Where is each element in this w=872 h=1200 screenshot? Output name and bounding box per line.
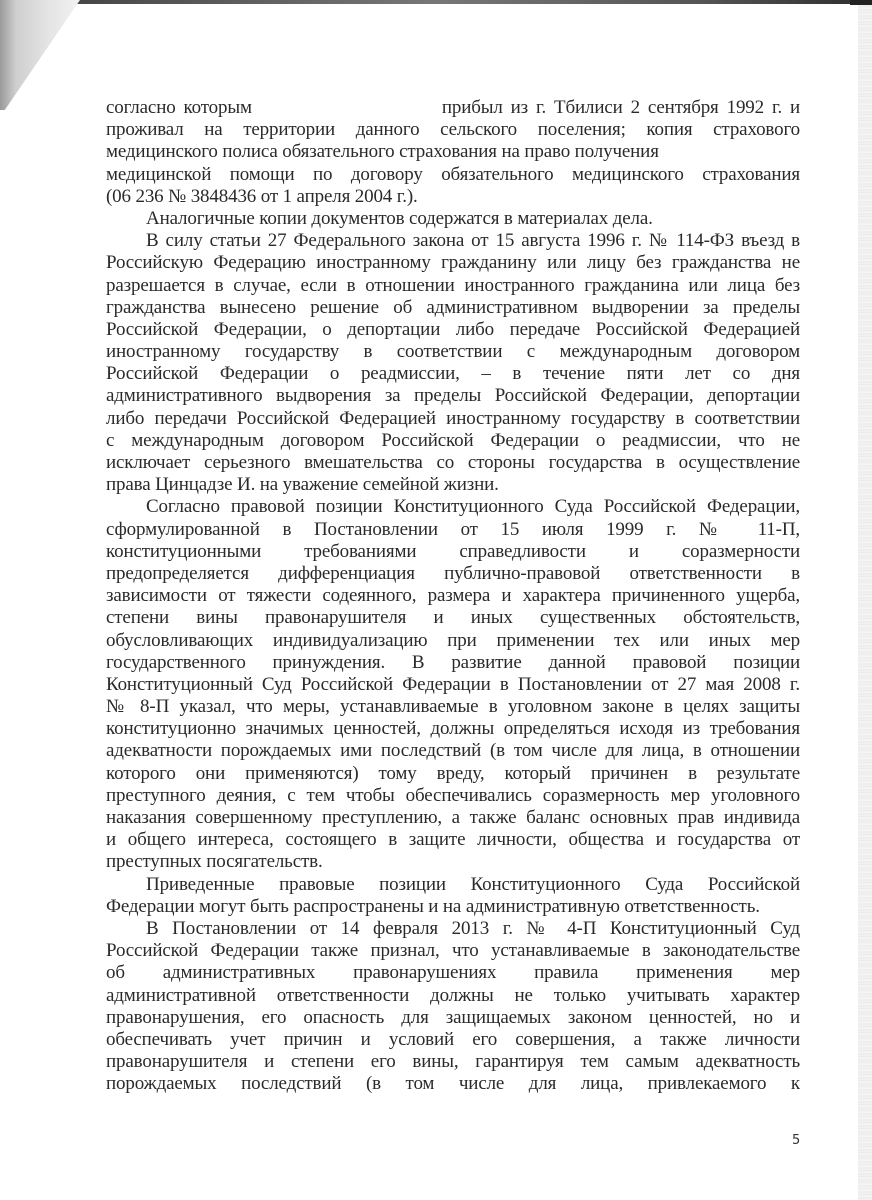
paragraph-start: В силу статьи 27 Федерального закона от 15 августа 1996 г. № 114-ФЗ въезд в <box>146 230 800 252</box>
paragraph-start: Приведенные правовые позиции Конституционного Суда Российской <box>146 873 800 895</box>
text-segment: согласно которым <box>106 97 252 118</box>
text-line: преступного деяния, с тем чтобы обеспечивались соразмерность мер уголовного <box>106 784 800 806</box>
document-page <box>106 97 800 1095</box>
scan-edge-corner-right <box>850 0 872 5</box>
text-line: предопределяется дифференциация публично-правовой ответственности в <box>106 562 800 584</box>
text-line: исключает серьезного вмешательства со стороны государства в осуществление <box>106 452 800 473</box>
text-line: государственного принуждения. В развитие данной правовой позиции <box>106 651 800 673</box>
text-line: № 8-П указал, что меры, устанавливаемые в уголовном законе в целях защиты <box>106 696 800 718</box>
text-line: адекватности порождаемых ими последствий (в том числе для лица, в отношении <box>106 740 800 762</box>
text-line <box>106 141 800 163</box>
text-line: обеспечивать учет причин и условий его совершения, а также личности <box>106 1028 800 1050</box>
text-line: которого они применяются) тому вреду, который причинен в результате <box>106 762 800 784</box>
scan-shadow-corner <box>0 0 80 110</box>
text-line: либо передачи Российской Федерацией иностранному государству в соответствии <box>106 407 800 429</box>
text-line: Федерации могут быть распространены и на административную ответственность. <box>106 895 760 917</box>
text-line: Конституционный Суд Российской Федерации в Постановлении от 27 мая 2008 г. <box>106 673 800 695</box>
text-line: и общего интереса, состоящего в защите личности, общества и государства от <box>106 829 800 851</box>
page-number: 5 <box>792 1133 801 1148</box>
text-line: медицинской помощи по договору обязательного медицинского страхования <box>106 163 800 185</box>
text-line <box>106 97 800 119</box>
text-line: преступных посягательств. <box>106 851 323 873</box>
text-segment: прибыл из г. Тбилиси 2 сентября 1992 г. и <box>441 97 800 118</box>
text-line: административной ответственности должны не только учитывать характер <box>106 984 800 1006</box>
text-line: обусловливающих индивидуализацию при применении тех или иных мер <box>106 629 800 651</box>
text-line: сформулированной в Постановлении от 15 июля 1999 г. № 11-П, <box>106 518 800 540</box>
text-line: (06 236 № 3848436 от 1 апреля 2004 г.). <box>106 185 418 207</box>
text-line: правонарушения, его опасность для защищаемых законом ценностей, но и <box>106 1006 800 1028</box>
text-line: Российской Федерации, о депортации либо передаче Российской Федерацией <box>106 318 800 340</box>
text-line: гражданства вынесено решение об административном выдворении за пределы <box>106 296 800 318</box>
text-line: зависимости от тяжести содеянного, размера и характера причиненного ущерба, <box>106 585 800 607</box>
paragraph-start: Согласно правовой позиции Конституционного Суда Российской Федерации, <box>146 496 800 518</box>
text-line: порождаемых последствий (в том числе для лица, привлекаемого к <box>106 1073 800 1095</box>
text-line: права Цинцадзе И. на уважение семейной жизни. <box>106 474 499 496</box>
text-line: проживал на территории данного сельского поселения; копия страхового <box>106 119 800 141</box>
text-line: конституционно значимых ценностей, должны определяться исходя из требования <box>106 718 800 740</box>
text-line: правонарушителя и степени его вины, гарантируя тем самым адекватность <box>106 1051 800 1073</box>
text-line: об административных правонарушениях правила применения мер <box>106 962 800 984</box>
text-line: конституционными требованиями справедливости и соразмерности <box>106 540 800 562</box>
text-segment: медицинского полиса обязательного страхования на право получения <box>106 141 659 163</box>
text-line: Российскую Федерацию иностранному гражданину или лицу без гражданства не <box>106 252 800 274</box>
text-line: с международным договором Российской Федерации о реадмиссии, что не <box>106 429 800 451</box>
scan-edge-top <box>0 0 872 4</box>
text-line: наказания совершенному преступлению, а также баланс основных прав индивида <box>106 807 800 828</box>
text-line: Российской Федерации о реадмиссии, – в течение пяти лет со дня <box>106 363 800 385</box>
text-line: Российской Федерации также признал, что устанавливаемые в законодательстве <box>106 940 800 962</box>
text-line: степени вины правонарушителя и иных существенных обстоятельств, <box>106 607 800 629</box>
text-line: иностранному государству в соответствии с международным договором <box>106 341 800 363</box>
text-line: разрешается в случае, если в отношении иностранного гражданина или лица без <box>106 274 800 296</box>
paragraph-start: В Постановлении от 14 февраля 2013 г. № 4-П Конституционный Суд <box>146 917 800 939</box>
scan-edge-right <box>858 0 872 1200</box>
text-line: административного выдворения за пределы Российской Федерации, депортации <box>106 385 800 407</box>
paragraph-start: Аналогичные копии документов содержатся в материалах дела. <box>146 207 653 229</box>
